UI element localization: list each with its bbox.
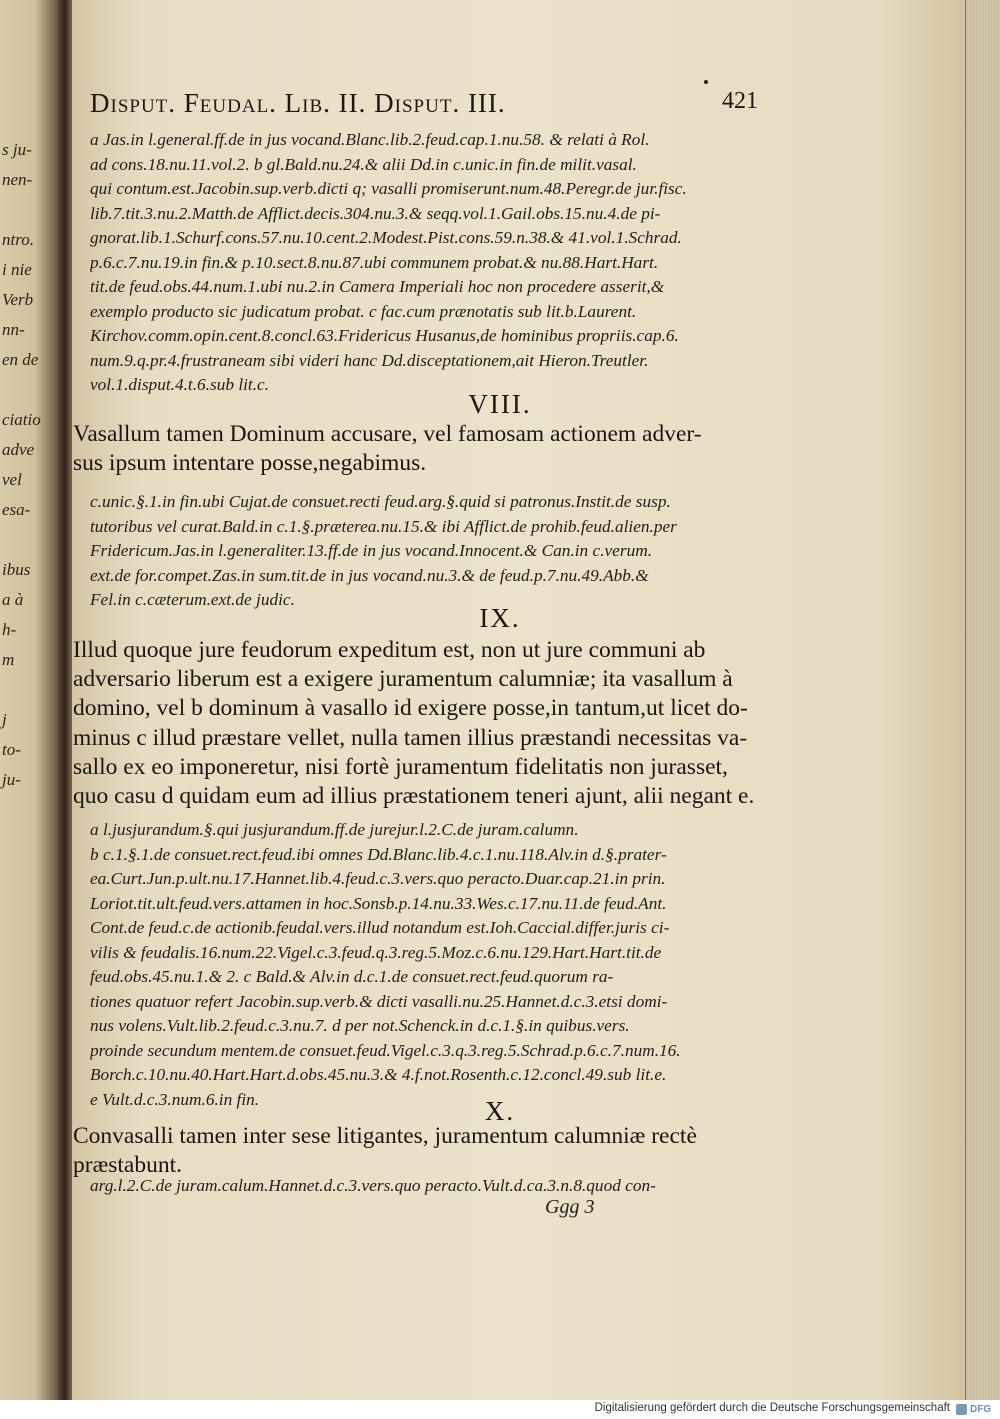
note-line: arg.l.2.C.de juram.calum.Hannet.d.c.3.vers.quo peracto.Vult.d.ca.3.n.8.quod con- xyxy=(90,1176,656,1195)
left-page-fragment: vel xyxy=(2,470,22,489)
body-line: Convasalli tamen inter sese litigantes, juramentum calumniæ rectè xyxy=(73,1123,697,1149)
section-viii-text xyxy=(73,420,773,478)
left-page-fragment: ju- xyxy=(2,770,21,789)
body-line: adversario liberum est a exigere juramentum calumniæ; ita vasallum à xyxy=(73,666,733,693)
note-line: ea.Curt.Jun.p.ult.nu.17.Hannet.lib.4.feud.c.3.vers.quo peracto.Duar.cap.21.in prin. xyxy=(90,869,666,888)
note-line: b c.1.§.1.de consuet.rect.feud.ibi omnes Dd.Blanc.lib.4.c.1.nu.118.Alv.in d.§.prater- xyxy=(90,844,667,864)
left-page-fragment: adve xyxy=(2,440,35,459)
note-line: Borch.c.10.nu.40.Hart.Hart.d.obs.45.nu.3.& 4.f.not.Rosenth.c.12.concl.49.sub lit.e. xyxy=(90,1065,667,1084)
left-page-fragment: m xyxy=(2,650,15,669)
note-line: a l.jusjurandum.§.qui jusjurandum.ff.de jurejur.l.2.C.de juram.calumn. xyxy=(90,820,579,839)
note-line: ad cons.18.nu.11.vol.2. b gl.Bald.nu.24.& alii Dd.in c.unic.in fin.de milit.vasal. xyxy=(90,154,637,174)
body-line: Illud quoque jure feudorum expeditum est, non ut jure communi ab xyxy=(73,637,706,663)
note-line: vilis & feudalis.16.num.22.Vigel.c.3.feud.q.3.reg.5.Moz.c.6.nu.129.Hart.Hart.tit.de xyxy=(90,942,662,962)
left-page-fragment: ntro. xyxy=(2,230,34,249)
body-line: minus c illud præstare vellet, nulla tamen illius præstandi necessitas va- xyxy=(73,724,748,751)
notes-a xyxy=(90,128,770,398)
note-line: c.unic.§.1.in fin.ubi Cujat.de consuet.recti feud.arg.§.quid si patronus.Instit.de susp. xyxy=(90,492,671,511)
note-line: e Vult.d.c.3.num.6.in fin. xyxy=(90,1089,260,1109)
section-x-text xyxy=(73,1122,773,1180)
note-line: tutoribus vel curat.Bald.in c.1.§.præterea.nu.15.& ibi Afflict.de prohib.feud.alien.per xyxy=(90,516,677,536)
note-line: Fel.in c.cæterum.ext.de judic. xyxy=(90,590,295,609)
section-ix-notes xyxy=(90,818,770,1112)
dfg-credit: Digitalisierung gefördert durch die Deutsche Forschungsgemeinschaft xyxy=(594,1402,950,1414)
note-line: num.9.q.pr.4.frustraneam sibi videri hanc Dd.disceptationem,ait Hieron.Treutler. xyxy=(90,350,649,370)
note-line: tit.de feud.obs.44.num.1.ubi nu.2.in Camera Imperiali hoc non procedere asserit,& xyxy=(90,277,665,296)
footer-bar xyxy=(0,1400,1000,1419)
note-line: feud.obs.45.nu.1.& 2. c Bald.& Alv.in d.c.1.de consuet.rect.feud.quorum ra- xyxy=(90,967,614,986)
body-line: sus ipsum intentare posse,negabimus. xyxy=(73,450,427,477)
body-line: domino, vel b dominum à vasallo id exigere posse,in tantum,ut licet do- xyxy=(73,695,748,722)
page-edges xyxy=(965,0,1000,1400)
dfg-mark-icon xyxy=(956,1404,967,1415)
section-ix-text xyxy=(73,636,773,811)
left-page-fragment: i nie xyxy=(2,260,32,279)
catchword: Ggg 3 xyxy=(545,1196,595,1218)
left-page-fragment: esa- xyxy=(2,500,31,519)
section-x-notes xyxy=(90,1174,770,1199)
note-line: Cont.de feud.c.de actionib.feudal.vers.illud notandum est.Ioh.Caccial.differ.juris ci- xyxy=(90,918,670,937)
note-line: Kirchov.comm.opin.cent.8.concl.63.Fridericus Husanus,de hominibus propriis.cap.6. xyxy=(90,326,679,345)
note-line: gnorat.lib.1.Schurf.cons.57.nu.10.cent.2.Modest.Pist.cons.59.n.38.& 41.vol.1.Schrad. xyxy=(90,228,682,247)
body-line: sallo ex eo imponeretur, nisi fortè juramentum fidelitatis non jurasset, xyxy=(73,753,728,780)
left-page-fragment: to- xyxy=(2,740,21,759)
dfg-logo xyxy=(956,1403,994,1416)
section-viii-notes xyxy=(90,490,770,613)
left-page-edge xyxy=(0,0,58,1400)
note-line: Fridericum.Jas.in l.generaliter.13.ff.de in jus vocand.Innocent.& Can.in c.verum. xyxy=(90,541,653,560)
note-line: lib.7.tit.3.nu.2.Matth.de Afflict.decis.304.nu.3.& seqq.vol.1.Gail.obs.15.nu.4.de pi- xyxy=(90,203,661,223)
left-page-fragment: ibus xyxy=(2,560,31,579)
note-line: tiones quatuor refert Jacobin.sup.verb.& dicti vasalli.nu.25.Hannet.d.c.3.etsi domi- xyxy=(90,991,668,1011)
note-line: vol.1.disput.4.t.6.sub lit.c. xyxy=(90,375,270,394)
gutter xyxy=(58,0,72,1400)
note-line: exemplo producto sic judicatum probat. c fac.cum prænotatis sub lit.b.Laurent. xyxy=(90,301,637,321)
left-page-fragment: nn- xyxy=(2,320,25,339)
note-line: a Jas.in l.general.ff.de in jus vocand.Blanc.lib.2.feud.cap.1.nu.58. & relati à Rol. xyxy=(90,130,650,149)
note-line: proinde secundum mentem.de consuet.feud.Vigel.c.3.q.3.reg.5.Schrad.p.6.c.7.num.16. xyxy=(90,1040,681,1060)
note-line: p.6.c.7.nu.19.in fin.& p.10.sect.8.nu.87.ubi communem probat.& nu.88.Hart.Hart. xyxy=(90,252,659,272)
section-number-x: X. xyxy=(484,1096,516,1126)
left-page-fragment: h- xyxy=(2,620,17,639)
section-number-ix: IX. xyxy=(479,603,521,633)
page-header xyxy=(90,88,758,122)
body-line: Vasallum tamen Dominum accusare, vel famosam actionem adver- xyxy=(73,421,702,447)
left-page-fragment: ciatio xyxy=(2,410,41,429)
running-title: Disput. Feudal. Lib. II. Disput. III. xyxy=(90,88,506,118)
dfg-logo-text: DFG xyxy=(970,1404,992,1415)
left-page-fragment: j xyxy=(2,710,7,729)
left-page-fragment: Verb xyxy=(2,290,34,309)
note-line: Loriot.tit.ult.feud.vers.attamen in hoc.Sonsb.p.14.nu.33.Wes.c.17.nu.11.de feud.Ant. xyxy=(90,893,667,913)
ink-dot xyxy=(704,80,708,84)
body-line: quo casu d quidam eum ad illius præstationem teneri ajunt, alii negant e. xyxy=(73,782,755,809)
left-page-fragment: s ju- xyxy=(2,140,32,159)
note-line: ext.de for.compet.Zas.in sum.tit.de in jus vocand.nu.3.& de feud.p.7.nu.49.Abb.& xyxy=(90,565,649,585)
left-page-fragment: a à xyxy=(2,590,24,609)
left-page-fragment: en de xyxy=(2,350,39,369)
folio-number: 421 xyxy=(722,88,758,114)
note-line: nus volens.Vult.lib.2.feud.c.3.nu.7. d per not.Schenck.in d.c.1.§.in quibus.vers. xyxy=(90,1016,630,1035)
body-line: præstabunt. xyxy=(73,1152,183,1179)
section-number-viii: VIII. xyxy=(468,389,532,419)
left-page-fragment: nen- xyxy=(2,170,33,189)
note-line: qui contum.est.Jacobin.sup.verb.dicti q; vasalli promiserunt.num.48.Peregr.de jur.fisc. xyxy=(90,179,687,198)
